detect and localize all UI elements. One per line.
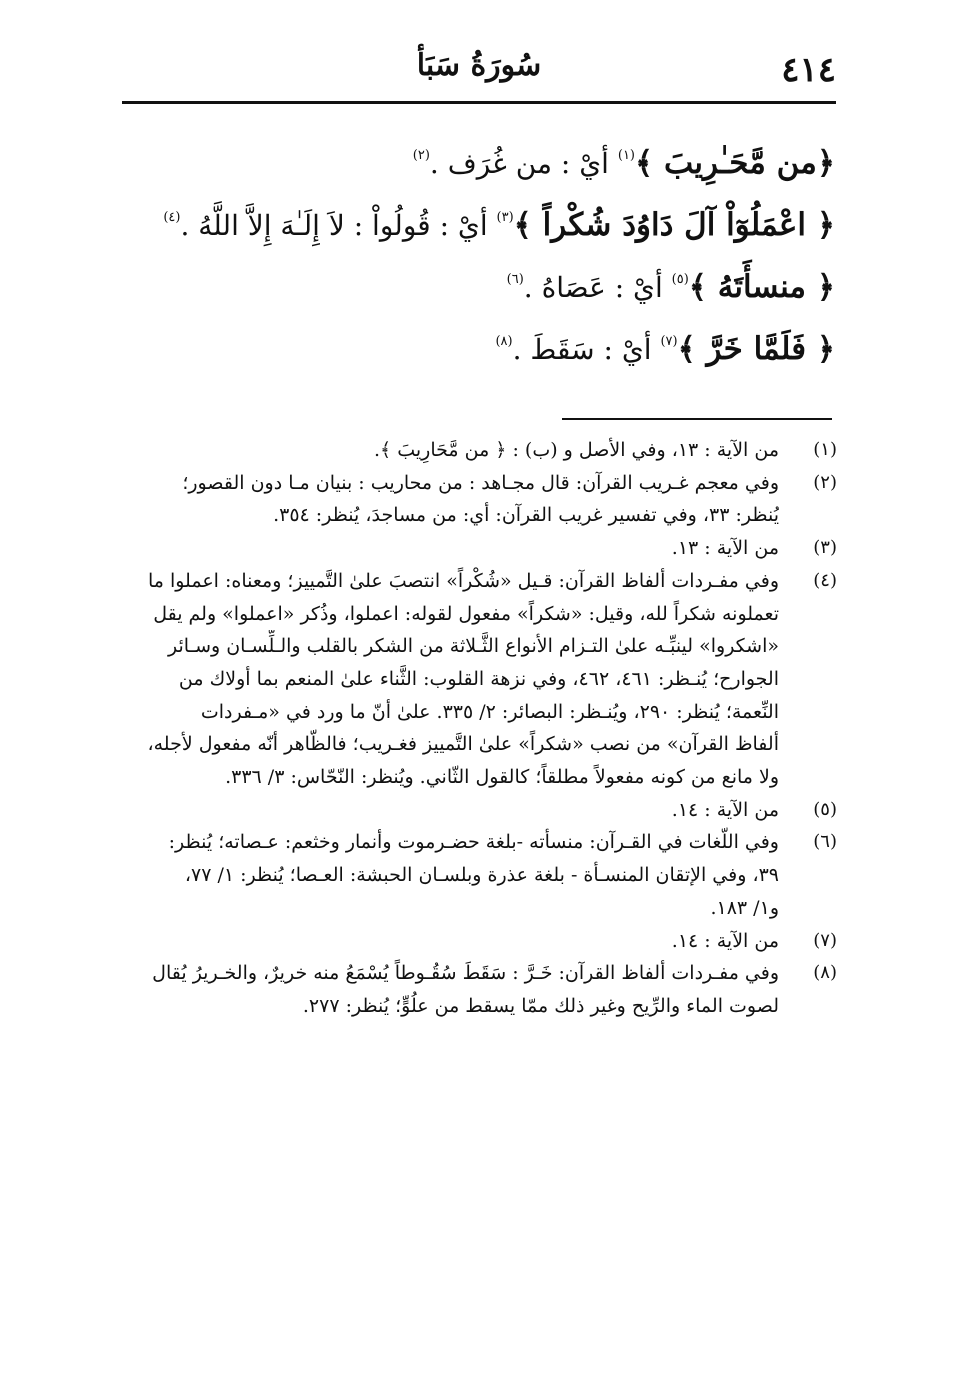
footnote-line: الجوارح؛ يُنـظر: ٤٦١، ٤٦٢، وفي نزهة القلوب: الثَّناء علىٰ المنعم بما أولاك من bbox=[178, 667, 779, 690]
footnote bbox=[125, 826, 837, 924]
footnote-line: وفي اللّغات في القـرآن: منسأته -بلغة حضـرموت وأنمار وخثعم: عـصاته؛ يُنظر: bbox=[168, 831, 779, 854]
footnote-line: وفي مفـردات ألفاظ القرآن: خَـرَّ : سَقَطَ سُقُـوطاً يُسْمَعُ منه خريرٌ، والخـريرُ يُقال bbox=[152, 962, 779, 985]
footnote-line: وفي مفـردات ألفاظ القرآن: قـيل «شُكْراً» انتصبَ علىٰ التَّمييز؛ ومعناه: اعملوا ما bbox=[147, 569, 779, 592]
footnote-ref[interactable]: (٧) bbox=[660, 334, 678, 349]
footnote-line: لصوت الماء والرِّيح وغير ذلك ممّا يسقط من علُوٍّ؛ يُنظر: ٢٧٧. bbox=[302, 994, 779, 1017]
verse-quote: ﴿من مَّحَـٰرِيبَ ﴾ bbox=[635, 145, 835, 181]
footnote-number: (٣) bbox=[813, 537, 837, 559]
footnote-ref[interactable]: (٦) bbox=[506, 272, 524, 287]
footnote-ref[interactable]: (٣) bbox=[496, 210, 514, 225]
gloss-text: أيْ : سَقَطَ . bbox=[512, 333, 652, 366]
footnote-number: (٦) bbox=[813, 831, 837, 853]
footnotes bbox=[125, 434, 837, 1023]
footnote-ref[interactable]: (٢) bbox=[412, 148, 430, 163]
footnote bbox=[125, 925, 837, 958]
footnote-line: النِّعمة؛ يُنظر: ٢٩٠، ويُنـظر: البصائر: ٢/ ٣٣٥. علىٰ أنّ ما ورد في «مـفردات bbox=[200, 700, 779, 723]
footnote-line: من الآية : ١٤. bbox=[671, 929, 779, 952]
footnote-line: ولا مانع من كونه مفعولاً مطلقاً؛ كالقول الثّاني. ويُنظر: النّحّاس: ٣/ ٣٣٦. bbox=[225, 766, 779, 789]
footnote-line: من الآية : ١٣. bbox=[671, 537, 779, 560]
footnote-line: وفي معجم غـريب القرآن: قال مجـاهد : من محاريب : بنيان مـا دون القصور؛ bbox=[182, 471, 779, 494]
footnote-number: (٢) bbox=[813, 471, 837, 493]
footnote bbox=[125, 794, 837, 827]
footnote-number: (١) bbox=[813, 439, 837, 460]
footnote bbox=[125, 532, 837, 565]
footnote-line: من الآية : ١٤. bbox=[671, 798, 779, 821]
glossary-entry bbox=[130, 249, 835, 311]
glossary-entries bbox=[130, 125, 835, 373]
footnote-separator bbox=[562, 418, 832, 420]
footnote-ref[interactable]: (٤) bbox=[163, 210, 181, 225]
footnote-line: من الآية : ١٣، وفي الأصل و (ب) : ﴿ من مَّحَارِيبَ ﴾. bbox=[374, 439, 779, 461]
footnote-line: و١/ ١٨٣. bbox=[710, 896, 779, 919]
footnote bbox=[125, 434, 837, 467]
footnote-number: (٤) bbox=[813, 569, 837, 591]
footnote-number: (٧) bbox=[813, 929, 837, 951]
gloss-text: أيْ : عَصَاهُ . bbox=[523, 271, 663, 304]
footnote bbox=[125, 565, 837, 794]
footnote-ref[interactable]: (٨) bbox=[495, 334, 513, 349]
glossary-entry bbox=[130, 311, 835, 373]
footnote-line: تعملونه شكراً لله، وقيل: «شكراً» مفعول لقوله: اعملوا، وذُكر «اعملوا» ولم يقل bbox=[153, 602, 779, 625]
footnote-number: (٥) bbox=[813, 798, 837, 820]
gloss-text: أيْ : قُولُواْ : لاَ إِلَـٰهَ إِلاَّ اللَّهُ . bbox=[180, 209, 488, 242]
page-header bbox=[122, 38, 836, 100]
footnote-ref[interactable]: (١) bbox=[617, 148, 635, 163]
gloss-text: أيْ : من غُرَف . bbox=[429, 147, 609, 180]
footnote-line: يُنظر: ٣٣، وفي تفسير غريب القرآن: أي: من مساجدَ، يُنظر: ٣٥٤. bbox=[273, 504, 779, 527]
glossary-entry bbox=[130, 187, 835, 249]
surah-title: سُورَةُ سَبَأ bbox=[416, 48, 542, 83]
footnote-number: (٨) bbox=[813, 962, 837, 984]
header-rule bbox=[122, 101, 836, 104]
footnote-line: ألفاظ القرآن» من نصب «شكراً» علىٰ التَّمييز فغـريب؛ فالظّاهر أنّه مفعول لأجله، bbox=[147, 733, 779, 756]
footnote-ref[interactable]: (٥) bbox=[671, 272, 689, 287]
footnote-line: «اشكروا» لينبِّـه علىٰ التـزام الأنواع الثَّـلاثة من الشكر بالقلب والـلِّسـان وسـائر bbox=[167, 635, 779, 658]
footnote bbox=[125, 957, 837, 1022]
verse-quote: ﴿ منسأَتَهُ ﴾ bbox=[688, 269, 835, 305]
page-number: ٤١٤ bbox=[781, 50, 836, 90]
verse-quote: ﴿ فَلَمَّا خَرَّ ﴾ bbox=[677, 331, 835, 367]
verse-quote: ﴿ اعْمَلُوٓاْ آلَ دَاوُدَ شُكْراً ﴾ bbox=[513, 207, 835, 243]
footnote bbox=[125, 467, 837, 532]
footnote-line: ٣٩، وفي الإتقان المنسـأة - بلغة عذرة وبلسـان الحبشة: العـصا؛ يُنظر: ١/ ٧٧، bbox=[184, 864, 779, 887]
glossary-entry bbox=[130, 125, 835, 187]
